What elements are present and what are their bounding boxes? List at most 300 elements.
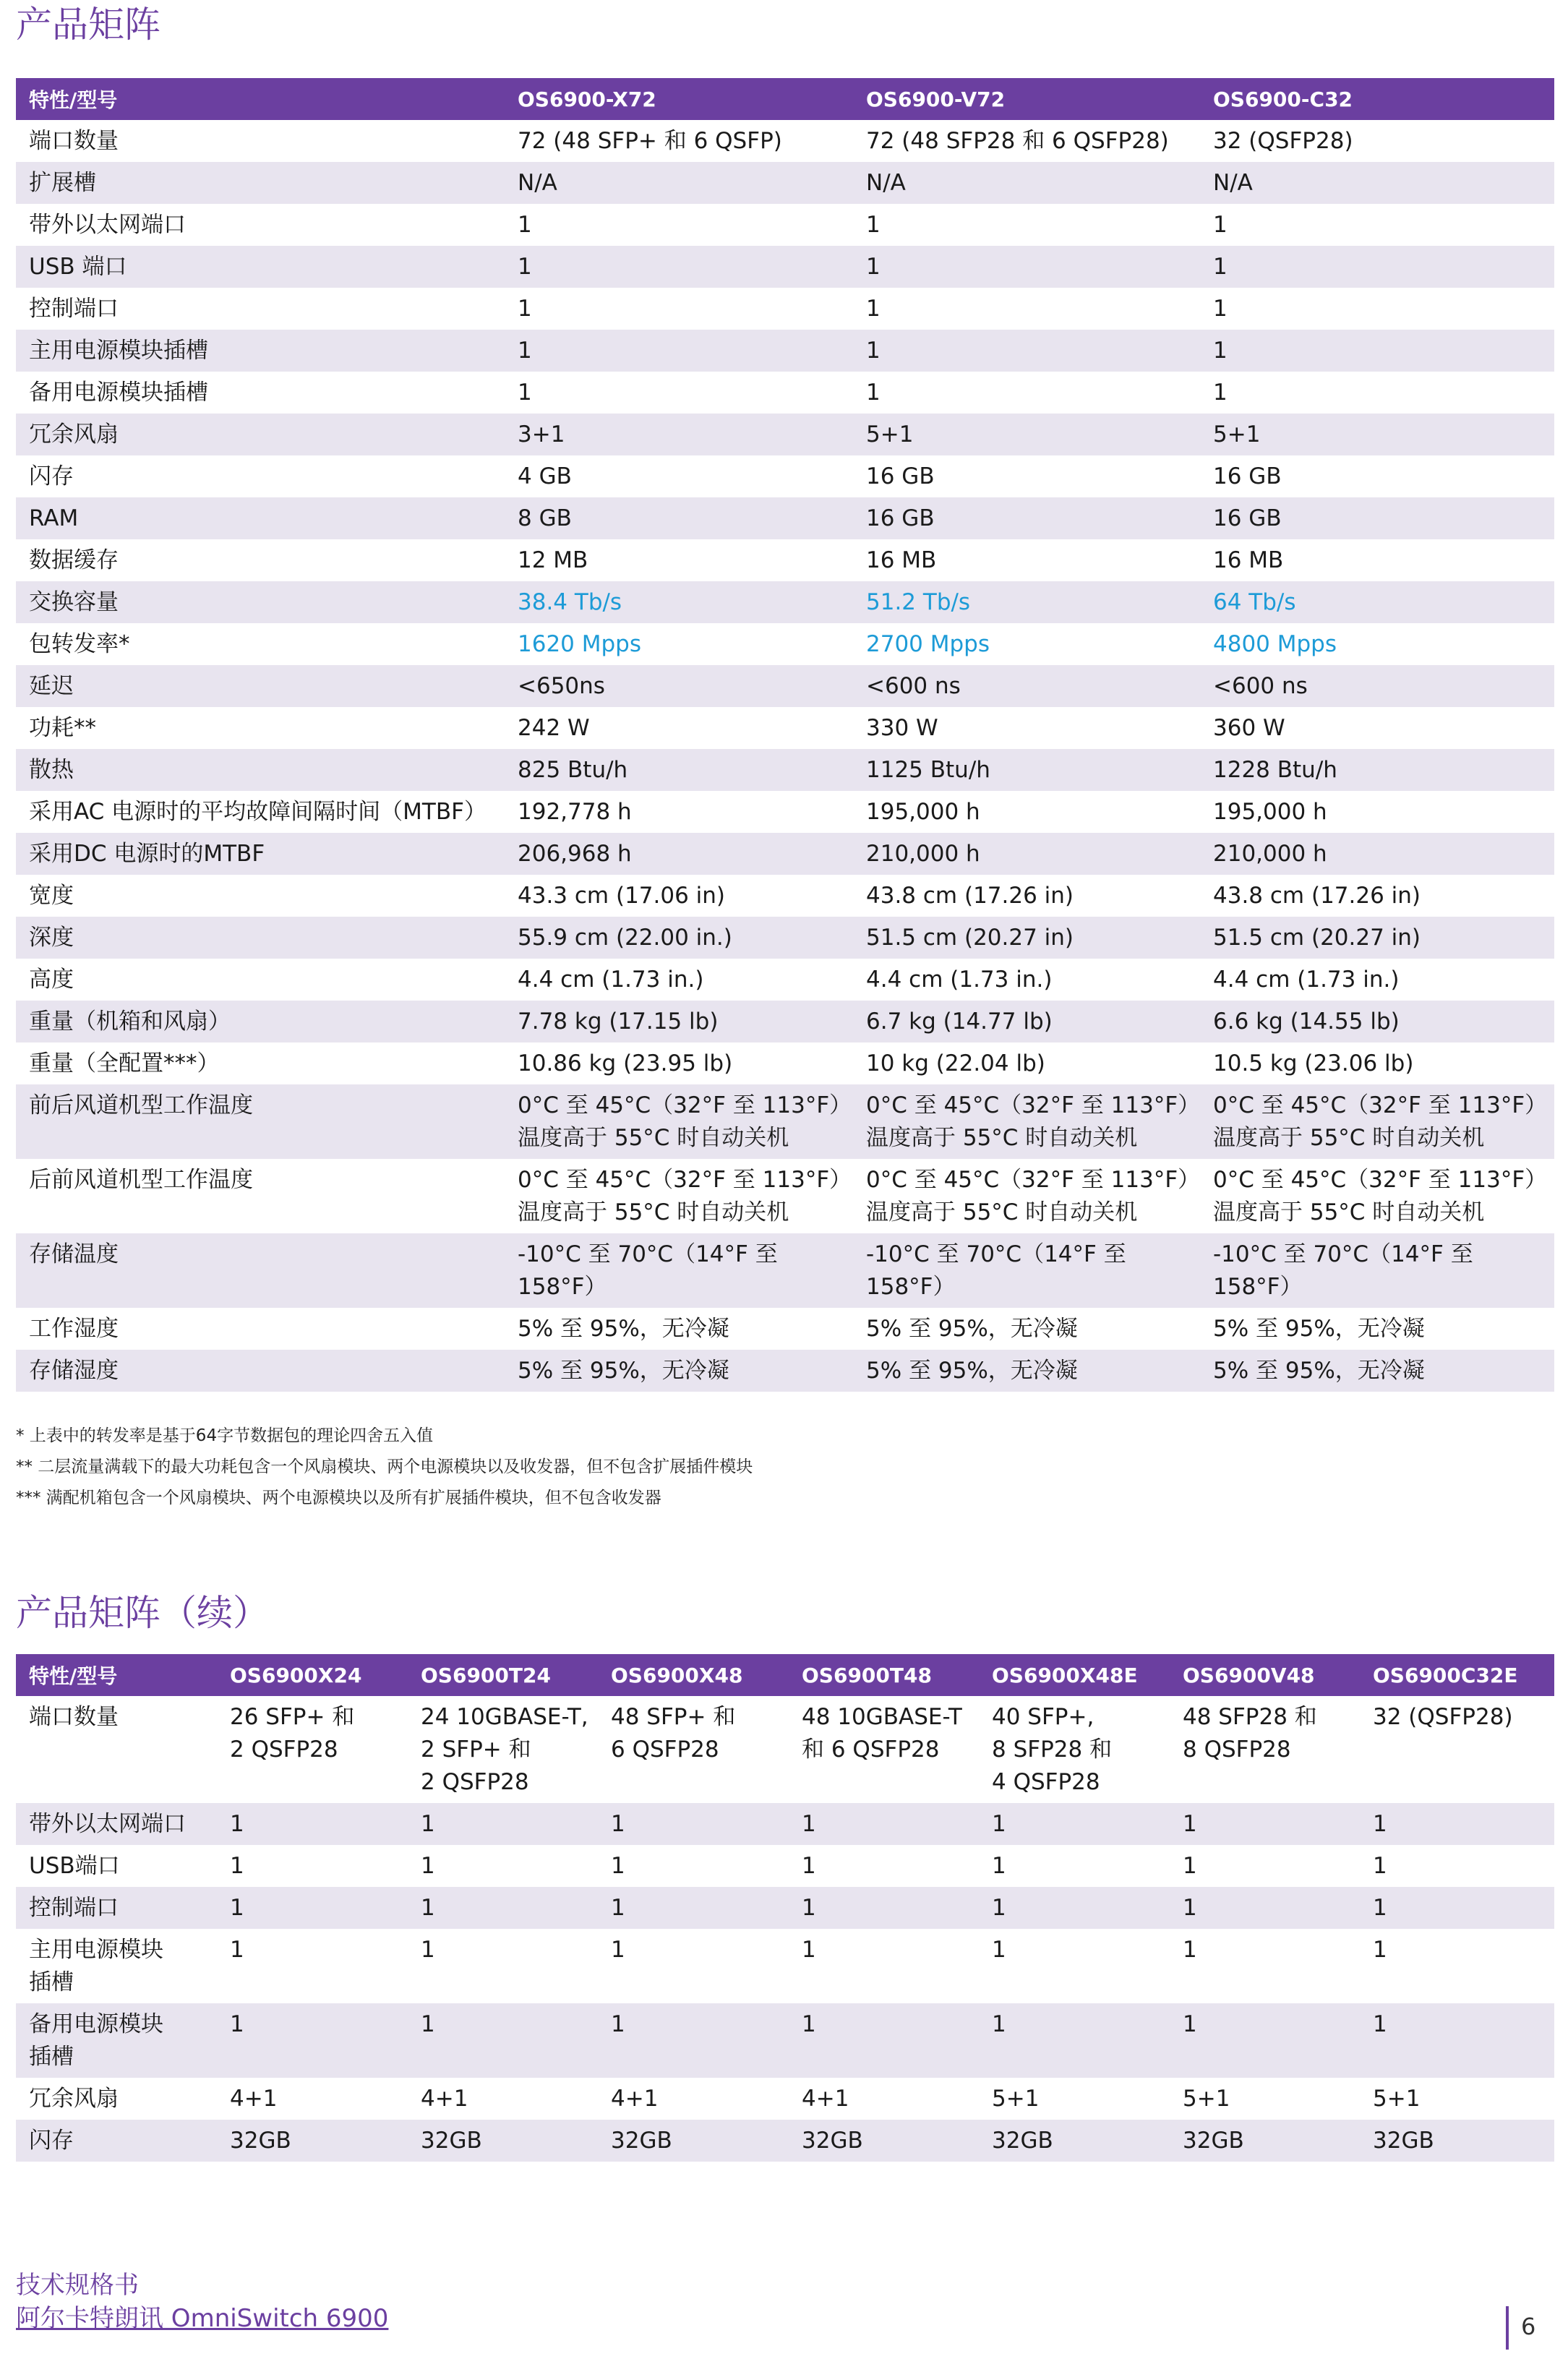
- table-row: [16, 917, 1554, 959]
- cell-value: [979, 1845, 1170, 1887]
- cell-value: [1200, 204, 1554, 246]
- cell-value: [853, 665, 1200, 707]
- cell-line: 1: [518, 380, 532, 406]
- table-row: [16, 288, 1554, 330]
- cell-value: [1200, 959, 1554, 1001]
- header-model: OS6900X48E: [979, 1654, 1170, 1696]
- table-row: [16, 1350, 1554, 1392]
- cell-line: 10.86 kg (23.95 lb): [518, 1050, 733, 1076]
- header-model: OS6900T48: [789, 1654, 979, 1696]
- cell-line: 158°F）: [518, 1274, 607, 1300]
- table-row: [16, 455, 1554, 497]
- cell-line: 1: [421, 1811, 435, 1837]
- cell-line: 1: [611, 2011, 625, 2037]
- header-model: OS6900V48: [1170, 1654, 1360, 1696]
- cell-value: [1200, 1233, 1554, 1308]
- cell-line: 360 W: [1213, 715, 1285, 741]
- page-number-divider: [1506, 2306, 1509, 2350]
- cell-line: 1: [518, 254, 532, 280]
- cell-line: <600 ns: [1213, 673, 1308, 699]
- header-feature-model: 特性/型号: [16, 78, 505, 120]
- cell-line: 和 6 QSFP28: [802, 1737, 940, 1763]
- cell-line: 1: [866, 212, 881, 238]
- cell-line: 6.6 kg (14.55 lb): [1213, 1009, 1400, 1035]
- cell-line: 4 QSFP28: [992, 1769, 1100, 1795]
- cell-line: 扩展槽: [29, 170, 96, 196]
- row-label: [16, 455, 505, 497]
- document-type: 技术规格书: [16, 2271, 139, 2300]
- row-label: [16, 414, 505, 455]
- cell-value: [408, 1803, 598, 1845]
- cell-value: [1170, 1803, 1360, 1845]
- cell-line: 5% 至 95%，无冷凝: [518, 1316, 729, 1342]
- header-model: OS6900-V72: [853, 78, 1200, 120]
- cell-line: 5% 至 95%，无冷凝: [1213, 1358, 1425, 1384]
- cell-line: -10°C 至 70°C（14°F 至: [866, 1241, 1126, 1267]
- cell-line: N/A: [1213, 170, 1253, 196]
- cell-line: 16 GB: [866, 463, 935, 489]
- cell-line: 温度高于 55°C 时自动关机: [1213, 1125, 1485, 1151]
- cell-line: 冗余风扇: [29, 421, 119, 448]
- cell-value: [598, 2120, 789, 2162]
- cell-line: 1: [802, 1853, 816, 1879]
- page-number: 6: [1521, 2313, 1536, 2340]
- cell-line: 5+1: [1183, 2086, 1230, 2112]
- cell-line: 温度高于 55°C 时自动关机: [1213, 1199, 1485, 1225]
- cell-value: [1360, 1887, 1554, 1929]
- cell-value: [505, 330, 853, 372]
- cell-line: 8 GB: [518, 505, 572, 531]
- cell-value: [853, 581, 1200, 623]
- cell-line: 1: [611, 1853, 625, 1879]
- cell-value: [1200, 1042, 1554, 1084]
- footnotes: [16, 1421, 753, 1514]
- cell-value: [505, 455, 853, 497]
- row-label: [16, 1845, 217, 1887]
- row-label: [16, 120, 505, 162]
- cell-value: [853, 833, 1200, 875]
- cell-line: 功耗**: [29, 715, 96, 741]
- header-model: OS6900X48: [598, 1654, 789, 1696]
- cell-value: [408, 2120, 598, 2162]
- cell-line: 32GB: [992, 2128, 1053, 2154]
- cell-value: [789, 1929, 979, 2003]
- cell-line: 242 W: [518, 715, 590, 741]
- table-row: [16, 1308, 1554, 1350]
- cell-line: 1: [1373, 2011, 1387, 2037]
- cell-line: 深度: [29, 925, 74, 951]
- cell-value: [1200, 875, 1554, 917]
- cell-line: 1: [230, 1811, 244, 1837]
- cell-value: [1200, 497, 1554, 539]
- cell-line: 825 Btu/h: [518, 757, 628, 783]
- cell-value: [505, 665, 853, 707]
- row-label: [16, 665, 505, 707]
- cell-value: [979, 1887, 1170, 1929]
- table-row: [16, 623, 1554, 665]
- cell-line: 16 MB: [1213, 547, 1284, 573]
- cell-line: 24 10GBASE-T,: [421, 1704, 588, 1730]
- cell-line: 1: [802, 1937, 816, 1963]
- cell-value: [505, 539, 853, 581]
- cell-line: 0°C 至 45°C（32°F 至 113°F）: [518, 1167, 852, 1193]
- cell-line: 4+1: [421, 2086, 468, 2112]
- cell-line: 宽度: [29, 883, 74, 909]
- cell-line: 2700 Mpps: [866, 631, 990, 657]
- cell-line: 1: [518, 296, 532, 322]
- table-row: [16, 707, 1554, 749]
- cell-value: [505, 120, 853, 162]
- cell-value: [979, 1803, 1170, 1845]
- cell-value: [1200, 455, 1554, 497]
- cell-value: [1200, 749, 1554, 791]
- cell-line: 1: [1183, 1853, 1197, 1879]
- cell-line: 重量（全配置***）: [29, 1050, 220, 1076]
- product-matrix-table-continued: [16, 1654, 1554, 2162]
- cell-line: 43.8 cm (17.26 in): [866, 883, 1074, 909]
- cell-line: 1125 Btu/h: [866, 757, 990, 783]
- cell-line: 1: [518, 212, 532, 238]
- cell-line: 温度高于 55°C 时自动关机: [866, 1125, 1138, 1151]
- cell-value: [217, 1696, 408, 1803]
- cell-line: 1: [1373, 1937, 1387, 1963]
- cell-line: 闪存: [29, 2128, 74, 2154]
- cell-line: 1: [1213, 212, 1228, 238]
- cell-line: 存储湿度: [29, 1358, 119, 1384]
- cell-value: [505, 791, 853, 833]
- cell-value: [505, 1159, 853, 1233]
- table-row: [16, 2120, 1554, 2162]
- cell-line: RAM: [29, 505, 79, 531]
- cell-value: [505, 246, 853, 288]
- cell-value: [1360, 2120, 1554, 2162]
- table-row: [16, 749, 1554, 791]
- cell-value: [853, 1233, 1200, 1308]
- cell-line: 195,000 h: [1213, 799, 1327, 825]
- cell-line: 后前风道机型工作温度: [29, 1167, 253, 1193]
- cell-line: 0°C 至 45°C（32°F 至 113°F）: [866, 1092, 1201, 1118]
- cell-value: [505, 1084, 853, 1159]
- section-title-continued: 产品矩阵（续）: [16, 1592, 269, 1634]
- cell-line: 16 MB: [866, 547, 937, 573]
- cell-line: 1: [992, 2011, 1006, 2037]
- row-label: [16, 1084, 505, 1159]
- cell-value: [853, 539, 1200, 581]
- cell-line: 32GB: [1183, 2128, 1244, 2154]
- cell-value: [853, 414, 1200, 455]
- cell-line: 32 (QSFP28): [1213, 128, 1353, 154]
- cell-value: [598, 1803, 789, 1845]
- row-label: [16, 2003, 217, 2078]
- cell-line: 2 QSFP28: [230, 1737, 338, 1763]
- cell-value: [505, 204, 853, 246]
- cell-value: [853, 455, 1200, 497]
- table-row: [16, 1803, 1554, 1845]
- table-row: [16, 2078, 1554, 2120]
- cell-line: 数据缓存: [29, 547, 119, 573]
- cell-line: 1: [230, 1895, 244, 1921]
- cell-line: 4+1: [611, 2086, 659, 2112]
- cell-value: [789, 1696, 979, 1803]
- table-row: [16, 2003, 1554, 2078]
- table-row: [16, 372, 1554, 414]
- cell-line: 1: [611, 1895, 625, 1921]
- header-model: OS6900-C32: [1200, 78, 1554, 120]
- cell-value: [505, 1350, 853, 1392]
- row-label: [16, 1350, 505, 1392]
- row-label: [16, 875, 505, 917]
- cell-value: [1200, 330, 1554, 372]
- row-label: [16, 1308, 505, 1350]
- cell-value: [1200, 1084, 1554, 1159]
- cell-value: [853, 288, 1200, 330]
- product-name-link[interactable]: 阿尔卡特朗讯 OmniSwitch 6900: [16, 2304, 389, 2333]
- row-label: [16, 707, 505, 749]
- header-model: OS6900C32E: [1360, 1654, 1554, 1696]
- cell-value: [1170, 2078, 1360, 2120]
- cell-line: 5% 至 95%，无冷凝: [1213, 1316, 1425, 1342]
- table-row: [16, 414, 1554, 455]
- footer: [16, 2269, 388, 2335]
- cell-value: [853, 707, 1200, 749]
- cell-line: 1: [866, 338, 881, 364]
- cell-value: [853, 497, 1200, 539]
- cell-line: 32GB: [611, 2128, 672, 2154]
- cell-line: 端口数量: [29, 1704, 119, 1730]
- cell-line: 重量（机箱和风扇）: [29, 1009, 231, 1035]
- cell-value: [1200, 120, 1554, 162]
- cell-value: [853, 917, 1200, 959]
- cell-value: [853, 246, 1200, 288]
- cell-value: [1200, 372, 1554, 414]
- cell-value: [505, 623, 853, 665]
- cell-line: 40 SFP+,: [992, 1704, 1094, 1730]
- header-feature-model: 特性/型号: [16, 1654, 217, 1696]
- table-row: [16, 497, 1554, 539]
- cell-value: [853, 791, 1200, 833]
- cell-line: 控制端口: [29, 296, 119, 322]
- cell-line: 2 QSFP28: [421, 1769, 529, 1795]
- cell-line: 0°C 至 45°C（32°F 至 113°F）: [518, 1092, 852, 1118]
- row-label: [16, 1159, 505, 1233]
- cell-line: 1: [992, 1937, 1006, 1963]
- cell-line: 前后风道机型工作温度: [29, 1092, 253, 1118]
- cell-line: 1: [230, 1853, 244, 1879]
- cell-value: [853, 162, 1200, 204]
- row-label: [16, 330, 505, 372]
- cell-line: 210,000 h: [1213, 841, 1327, 867]
- cell-line: 控制端口: [29, 1895, 119, 1921]
- row-label: [16, 539, 505, 581]
- row-label: [16, 246, 505, 288]
- cell-line: 采用AC 电源时的平均故障间隔时间（MTBF）: [29, 799, 487, 825]
- cell-line: 散热: [29, 757, 74, 783]
- cell-value: [1360, 1929, 1554, 2003]
- table-row: [16, 246, 1554, 288]
- cell-value: [1200, 1001, 1554, 1042]
- cell-line: 工作湿度: [29, 1316, 119, 1342]
- cell-line: 备用电源模块: [29, 2011, 163, 2037]
- cell-line: 4.4 cm (1.73 in.): [518, 967, 704, 993]
- cell-line: 32GB: [1373, 2128, 1434, 2154]
- cell-line: 64 Tb/s: [1213, 589, 1296, 615]
- cell-line: 1: [802, 2011, 816, 2037]
- cell-value: [1170, 2120, 1360, 2162]
- cell-line: 4 GB: [518, 463, 572, 489]
- cell-value: [853, 623, 1200, 665]
- cell-line: 带外以太网端口: [29, 1811, 186, 1837]
- cell-value: [1170, 2003, 1360, 2078]
- table-row: [16, 833, 1554, 875]
- cell-line: 10.5 kg (23.06 lb): [1213, 1050, 1414, 1076]
- cell-line: 冗余风扇: [29, 2086, 119, 2112]
- cell-line: 10 kg (22.04 lb): [866, 1050, 1045, 1076]
- row-label: [16, 1001, 505, 1042]
- cell-value: [1200, 833, 1554, 875]
- page-title: 产品矩阵: [16, 4, 160, 46]
- cell-value: [789, 1803, 979, 1845]
- cell-line: 210,000 h: [866, 841, 980, 867]
- cell-value: [1170, 1696, 1360, 1803]
- table-row: [16, 1929, 1554, 2003]
- cell-line: 5+1: [992, 2086, 1040, 2112]
- cell-value: [853, 1159, 1200, 1233]
- cell-value: [505, 875, 853, 917]
- cell-value: [505, 749, 853, 791]
- table-row: [16, 1084, 1554, 1159]
- cell-line: 330 W: [866, 715, 938, 741]
- cell-line: 5+1: [1373, 2086, 1421, 2112]
- cell-value: [979, 2078, 1170, 2120]
- cell-value: [598, 1887, 789, 1929]
- cell-value: [1200, 917, 1554, 959]
- cell-line: 1: [611, 1811, 625, 1837]
- cell-line: 206,968 h: [518, 841, 632, 867]
- cell-line: 延迟: [29, 673, 74, 699]
- cell-line: 72 (48 SFP+ 和 6 QSFP): [518, 128, 782, 154]
- cell-value: [789, 1845, 979, 1887]
- cell-line: 48 SFP+ 和: [611, 1704, 736, 1730]
- cell-value: [1200, 707, 1554, 749]
- cell-line: 包转发率*: [29, 631, 130, 657]
- cell-line: 6 QSFP28: [611, 1737, 719, 1763]
- cell-line: 1: [1183, 2011, 1197, 2037]
- footnote: * 上表中的转发率是基于64字节数据包的理论四舍五入值: [16, 1426, 434, 1445]
- cell-value: [1200, 791, 1554, 833]
- cell-line: 高度: [29, 967, 74, 993]
- cell-line: USB 端口: [29, 254, 127, 280]
- cell-line: 1: [421, 1895, 435, 1921]
- cell-line: 1: [1183, 1937, 1197, 1963]
- cell-value: [853, 1042, 1200, 1084]
- cell-line: 72 (48 SFP28 和 6 QSFP28): [866, 128, 1169, 154]
- cell-value: [505, 581, 853, 623]
- cell-line: 55.9 cm (22.00 in.): [518, 925, 732, 951]
- cell-value: [598, 2078, 789, 2120]
- cell-line: 16 GB: [1213, 505, 1282, 531]
- cell-line: 1: [802, 1895, 816, 1921]
- cell-line: 带外以太网端口: [29, 212, 186, 238]
- table-row: [16, 959, 1554, 1001]
- cell-line: 5+1: [1213, 421, 1261, 448]
- cell-line: 26 SFP+ 和: [230, 1704, 355, 1730]
- cell-line: 采用DC 电源时的MTBF: [29, 841, 265, 867]
- table-row: [16, 875, 1554, 917]
- row-label: [16, 833, 505, 875]
- cell-line: 32GB: [802, 2128, 863, 2154]
- cell-value: [408, 1845, 598, 1887]
- cell-value: [1170, 1887, 1360, 1929]
- row-label: [16, 2078, 217, 2120]
- cell-line: 1228 Btu/h: [1213, 757, 1337, 783]
- cell-value: [217, 2078, 408, 2120]
- row-label: [16, 1803, 217, 1845]
- cell-line: 闪存: [29, 463, 74, 489]
- table-header-row: [16, 1654, 1554, 1696]
- cell-line: 51.5 cm (20.27 in): [1213, 925, 1421, 951]
- cell-value: [1200, 246, 1554, 288]
- cell-line: 5% 至 95%，无冷凝: [866, 1316, 1078, 1342]
- table-row: [16, 539, 1554, 581]
- cell-line: 5+1: [866, 421, 914, 448]
- cell-line: 插槽: [29, 2044, 74, 2070]
- cell-value: [1200, 665, 1554, 707]
- cell-line: 1: [1373, 1853, 1387, 1879]
- cell-line: 16 GB: [1213, 463, 1282, 489]
- row-label: [16, 1696, 217, 1803]
- footnote: ** 二层流量满载下的最大功耗包含一个风扇模块、两个电源模块以及收发器，但不包含扩展插件模块: [16, 1457, 753, 1476]
- cell-line: 32GB: [421, 2128, 482, 2154]
- cell-line: 端口数量: [29, 128, 119, 154]
- table-row: [16, 1887, 1554, 1929]
- cell-line: 4+1: [230, 2086, 278, 2112]
- cell-value: [217, 1845, 408, 1887]
- cell-value: [853, 749, 1200, 791]
- cell-line: N/A: [866, 170, 906, 196]
- cell-value: [1200, 288, 1554, 330]
- cell-line: 0°C 至 45°C（32°F 至 113°F）: [1213, 1092, 1548, 1118]
- table-row: [16, 791, 1554, 833]
- cell-value: [853, 1001, 1200, 1042]
- cell-line: 48 10GBASE-T: [802, 1704, 962, 1730]
- cell-value: [598, 1929, 789, 2003]
- cell-value: [1360, 2078, 1554, 2120]
- header-model: OS6900X24: [217, 1654, 408, 1696]
- table-row: [16, 1233, 1554, 1308]
- cell-line: <650ns: [518, 673, 605, 699]
- cell-value: [217, 2003, 408, 2078]
- row-label: [16, 1929, 217, 2003]
- table-row: [16, 665, 1554, 707]
- cell-value: [1360, 1845, 1554, 1887]
- cell-line: 1: [802, 1811, 816, 1837]
- cell-line: N/A: [518, 170, 557, 196]
- cell-value: [853, 120, 1200, 162]
- row-label: [16, 2120, 217, 2162]
- cell-line: 1: [866, 296, 881, 322]
- cell-line: 1: [1213, 338, 1228, 364]
- cell-value: [505, 959, 853, 1001]
- cell-line: 1: [230, 1937, 244, 1963]
- table-row: [16, 162, 1554, 204]
- cell-value: [853, 1350, 1200, 1392]
- cell-line: 温度高于 55°C 时自动关机: [866, 1199, 1138, 1225]
- cell-line: 1: [1213, 380, 1228, 406]
- table-row: [16, 1159, 1554, 1233]
- cell-line: 1: [1183, 1811, 1197, 1837]
- cell-line: 0°C 至 45°C（32°F 至 113°F）: [866, 1167, 1201, 1193]
- cell-value: [789, 2078, 979, 2120]
